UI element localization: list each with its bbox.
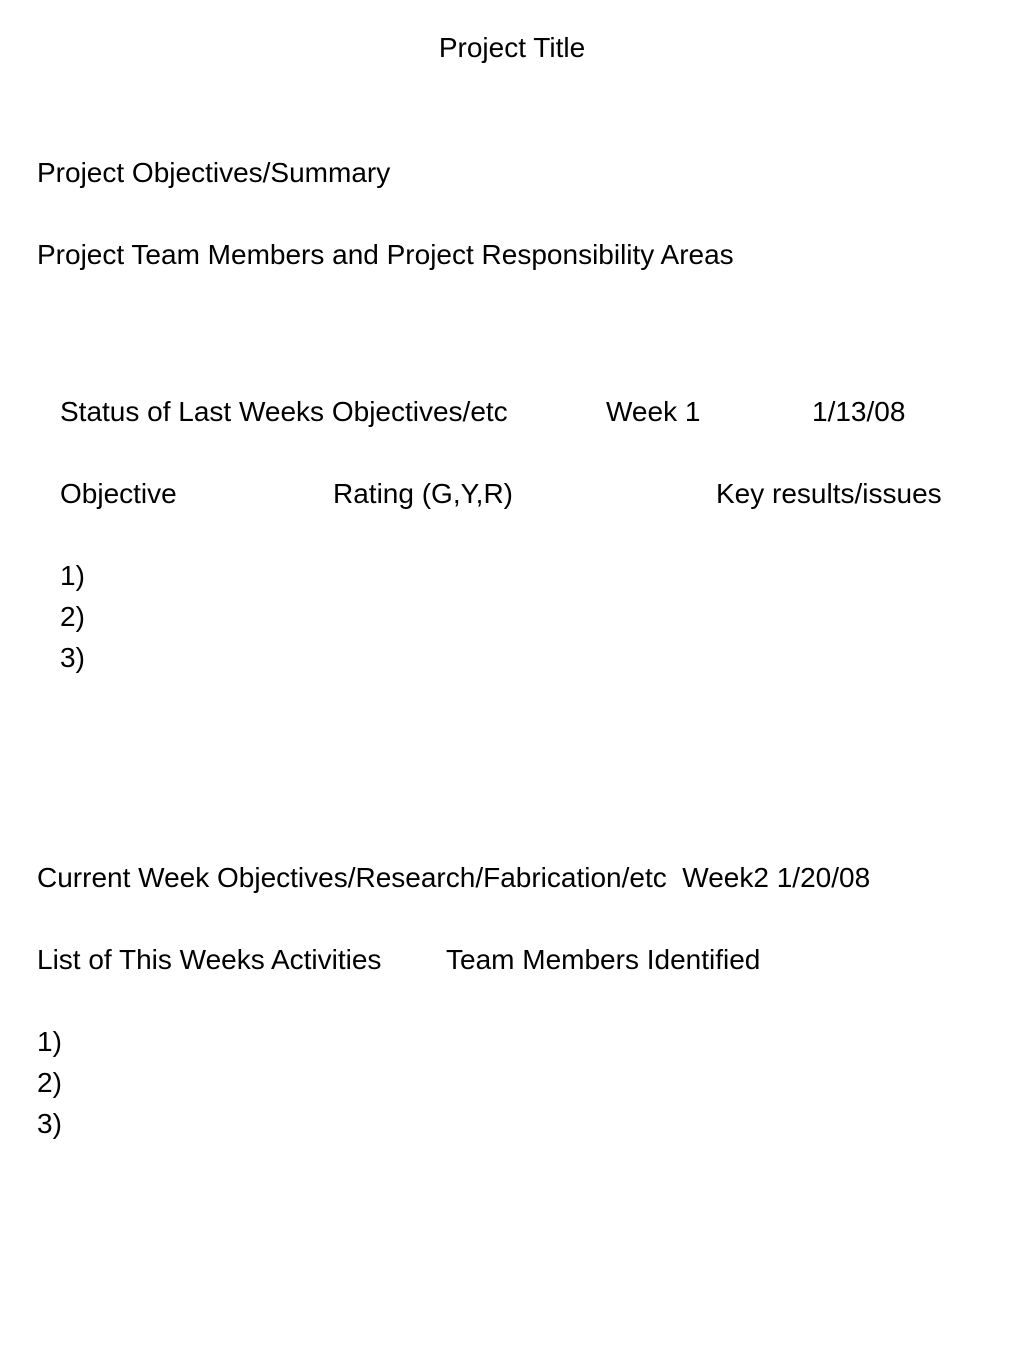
status-list-item: 1)	[60, 560, 85, 591]
activity-list-item: 2)	[37, 1067, 62, 1098]
column-key-results: Key results/issues	[716, 478, 942, 509]
status-date: 1/13/08	[812, 396, 906, 427]
status-heading: Status of Last Weeks Objectives/etc	[60, 396, 508, 427]
activity-list-item: 3)	[37, 1108, 62, 1139]
status-week: Week 1	[606, 396, 701, 427]
status-list-item: 2)	[60, 601, 85, 632]
page-title: Project Title	[438, 32, 586, 63]
status-list-item: 3)	[60, 642, 85, 673]
current-week-heading: Current Week Objectives/Research/Fabrication/etc Week2 1/20/08	[37, 862, 871, 893]
team-members-heading: Project Team Members and Project Responsibility Areas	[37, 239, 734, 270]
column-activities: List of This Weeks Activities	[37, 944, 382, 975]
column-objective: Objective	[60, 478, 177, 509]
column-team-members: Team Members Identified	[446, 944, 761, 975]
column-rating: Rating (G,Y,R)	[333, 478, 513, 509]
objectives-summary-heading: Project Objectives/Summary	[37, 157, 391, 188]
activity-list-item: 1)	[37, 1026, 62, 1057]
